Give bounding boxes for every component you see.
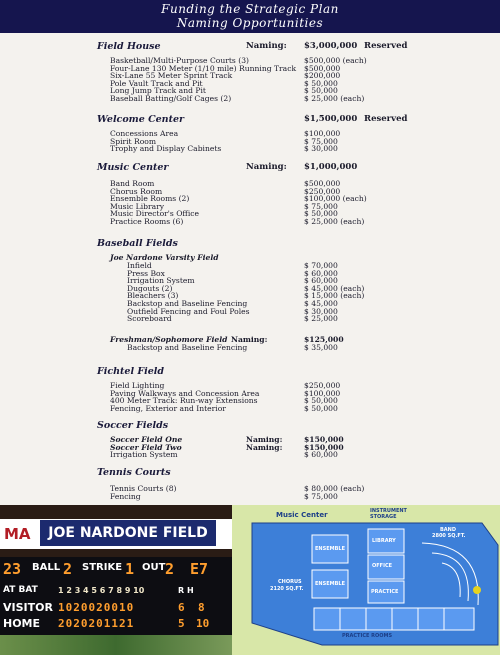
- list-item: Baseball Batting/Golf Cages (2) $ 25,000 (each): [110, 93, 365, 103]
- home-hits: 10: [196, 617, 210, 630]
- list-item: Backstop and Baseline Fencing $ 45,000: [127, 298, 338, 308]
- grass-strip: [0, 635, 232, 655]
- list-item: Tennis Courts (8) $ 80,000 (each): [110, 484, 365, 493]
- section-amount: $1,500,000: [304, 114, 358, 124]
- ensemble-label-1: ENSEMBLE: [315, 546, 346, 552]
- school-logo: MA: [4, 525, 31, 543]
- home-innings: 2020201121: [58, 617, 135, 630]
- section-title-tennis-courts: Tennis Courts: [97, 467, 171, 478]
- list-item: Fencing $ 75,000: [110, 491, 338, 501]
- reserved-status: Reserved: [364, 114, 408, 124]
- soccer-items: [110, 436, 470, 459]
- home-label: HOME: [3, 617, 41, 630]
- runs-hits-header: R H: [178, 586, 194, 595]
- tennis-items: [110, 485, 470, 500]
- list-item: Soccer Field One Naming: $150,000: [110, 435, 344, 444]
- list-item: Infield $ 70,000: [127, 261, 338, 270]
- strike-count: 1: [125, 560, 135, 578]
- ensemble-label-2: ENSEMBLE: [315, 581, 346, 587]
- visitor-hits: 8: [198, 601, 205, 614]
- chorus-label: CHORUS: [278, 579, 302, 585]
- list-item: Music Director's Office $ 50,000: [110, 209, 338, 219]
- section-title-field-house: Field House: [97, 41, 161, 52]
- naming-label: Naming:: [246, 41, 287, 51]
- fichtel-items: [110, 382, 470, 412]
- title-banner: [0, 0, 500, 33]
- plan-title: Music Center: [276, 511, 328, 519]
- list-item: Paving Walkways and Concession Area $100,000: [110, 388, 341, 398]
- naming-label: Naming:: [246, 162, 287, 172]
- list-item: Basketball/Multi-Purpose Courts (3) $500,000 (each): [110, 56, 367, 65]
- opportunities-list: [0, 33, 500, 505]
- list-item: Spirit Room $ 75,000: [110, 136, 338, 146]
- list-item: Ensemble Rooms (2) $100,000 (each): [110, 194, 367, 204]
- section-title-welcome-center: Welcome Center: [97, 114, 185, 125]
- music-center-items: [110, 180, 470, 226]
- list-item: Irrigation System $ 60,000: [110, 450, 338, 460]
- list-item: Trophy and Display Cabinets $ 30,000: [110, 144, 338, 154]
- out-count: 2: [165, 560, 175, 578]
- list-item: Soccer Field Two Naming: $150,000: [110, 442, 344, 452]
- list-item: Fencing, Exterior and Interior $ 50,000: [110, 403, 338, 413]
- list-item: Chorus Room $250,000: [110, 186, 341, 196]
- visitor-runs: 6: [178, 601, 185, 614]
- chorus-size: 2120 SQ.FT.: [270, 586, 304, 592]
- band-size: 2800 SQ.FT.: [432, 533, 466, 539]
- list-item: Backstop and Baseline Fencing $ 35,000: [127, 343, 338, 352]
- list-item: Dugouts (2) $ 45,000 (each): [127, 283, 365, 293]
- banner-line-2: Naming Opportunities: [176, 16, 324, 30]
- section-title-fichtel-field: Fichtel Field: [97, 366, 165, 377]
- office-label: OFFICE: [372, 563, 393, 569]
- welcome-center-items: [110, 130, 470, 153]
- list-item: Practice Rooms (6) $ 25,000 (each): [110, 216, 365, 226]
- visitor-innings: 1020020010: [58, 601, 135, 614]
- strike-label: STRIKE: [82, 562, 123, 573]
- varsity-items: [127, 262, 487, 323]
- subsection-title: Joe Nardone Varsity Field: [110, 253, 219, 262]
- subsection-row: Freshman/Sophomore Field Naming: $125,000: [110, 335, 344, 344]
- ball-label: BALL: [32, 562, 61, 573]
- score-right-digits: E7: [190, 560, 209, 578]
- section-title-baseball-fields: Baseball Fields: [97, 238, 178, 249]
- score-left-digits: 23: [3, 560, 22, 578]
- music-center-floor-plan: [232, 505, 500, 655]
- practice-label: PRACTICE: [371, 589, 399, 595]
- field-house-items: [110, 57, 470, 103]
- section-title-music-center: Music Center: [97, 162, 169, 173]
- banner-line-1: Funding the Strategic Plan: [161, 2, 339, 16]
- list-item: Band Room $500,000: [110, 179, 341, 188]
- home-runs: 5: [178, 617, 185, 630]
- list-item: Music Library $ 75,000: [110, 201, 338, 211]
- scoreboard-photo: [0, 505, 232, 655]
- storage-label: INSTRUMENT STORAGE: [370, 508, 407, 520]
- ball-count: 2: [63, 560, 73, 578]
- library-label: LIBRARY: [372, 538, 396, 544]
- list-item: Scoreboard $ 25,000: [127, 314, 338, 324]
- band-label: BAND: [440, 527, 457, 533]
- list-item: Irrigation System $ 60,000: [127, 276, 338, 286]
- section-amount: $3,000,000: [304, 41, 358, 51]
- at-bat-label: AT BAT: [3, 585, 38, 595]
- list-item: Concessions Area $100,000: [110, 129, 341, 138]
- field-name-sign: JOE NARDONE FIELD: [40, 520, 216, 546]
- varsity-field-items: [110, 254, 470, 262]
- list-item: Long Jump Track and Pit $ 50,000: [110, 86, 338, 96]
- section-amount: $1,000,000: [304, 162, 358, 172]
- list-item: Field Lighting $250,000: [110, 381, 341, 390]
- list-item: Pole Vault Track and Pit $ 50,000: [110, 78, 338, 88]
- reserved-status: Reserved: [364, 41, 408, 51]
- innings-header: 1 2 3 4 5 6 7 8 9 10: [58, 586, 145, 595]
- visitor-label: VISITOR: [3, 601, 53, 614]
- practice-rooms-label: PRACTICE ROOMS: [342, 633, 393, 639]
- frosh-items: [127, 344, 487, 352]
- scoreboard-display: [0, 557, 232, 655]
- list-item: Six-Lane 55 Meter Sprint Track $200,000: [110, 71, 341, 81]
- out-label: OUT: [142, 562, 166, 573]
- list-item: Press Box $ 60,000: [127, 268, 338, 278]
- list-item: Outfield Fencing and Foul Poles $ 30,000: [127, 306, 338, 316]
- list-item: 400 Meter Track: Run-way Extensions $ 50,000: [110, 396, 338, 406]
- section-title-soccer-fields: Soccer Fields: [97, 420, 169, 431]
- list-item: Four-Lane 130 Meter (1/10 mile) Running Track $500,000: [110, 63, 341, 73]
- list-item: Bleachers (3) $ 15,000 (each): [127, 291, 365, 301]
